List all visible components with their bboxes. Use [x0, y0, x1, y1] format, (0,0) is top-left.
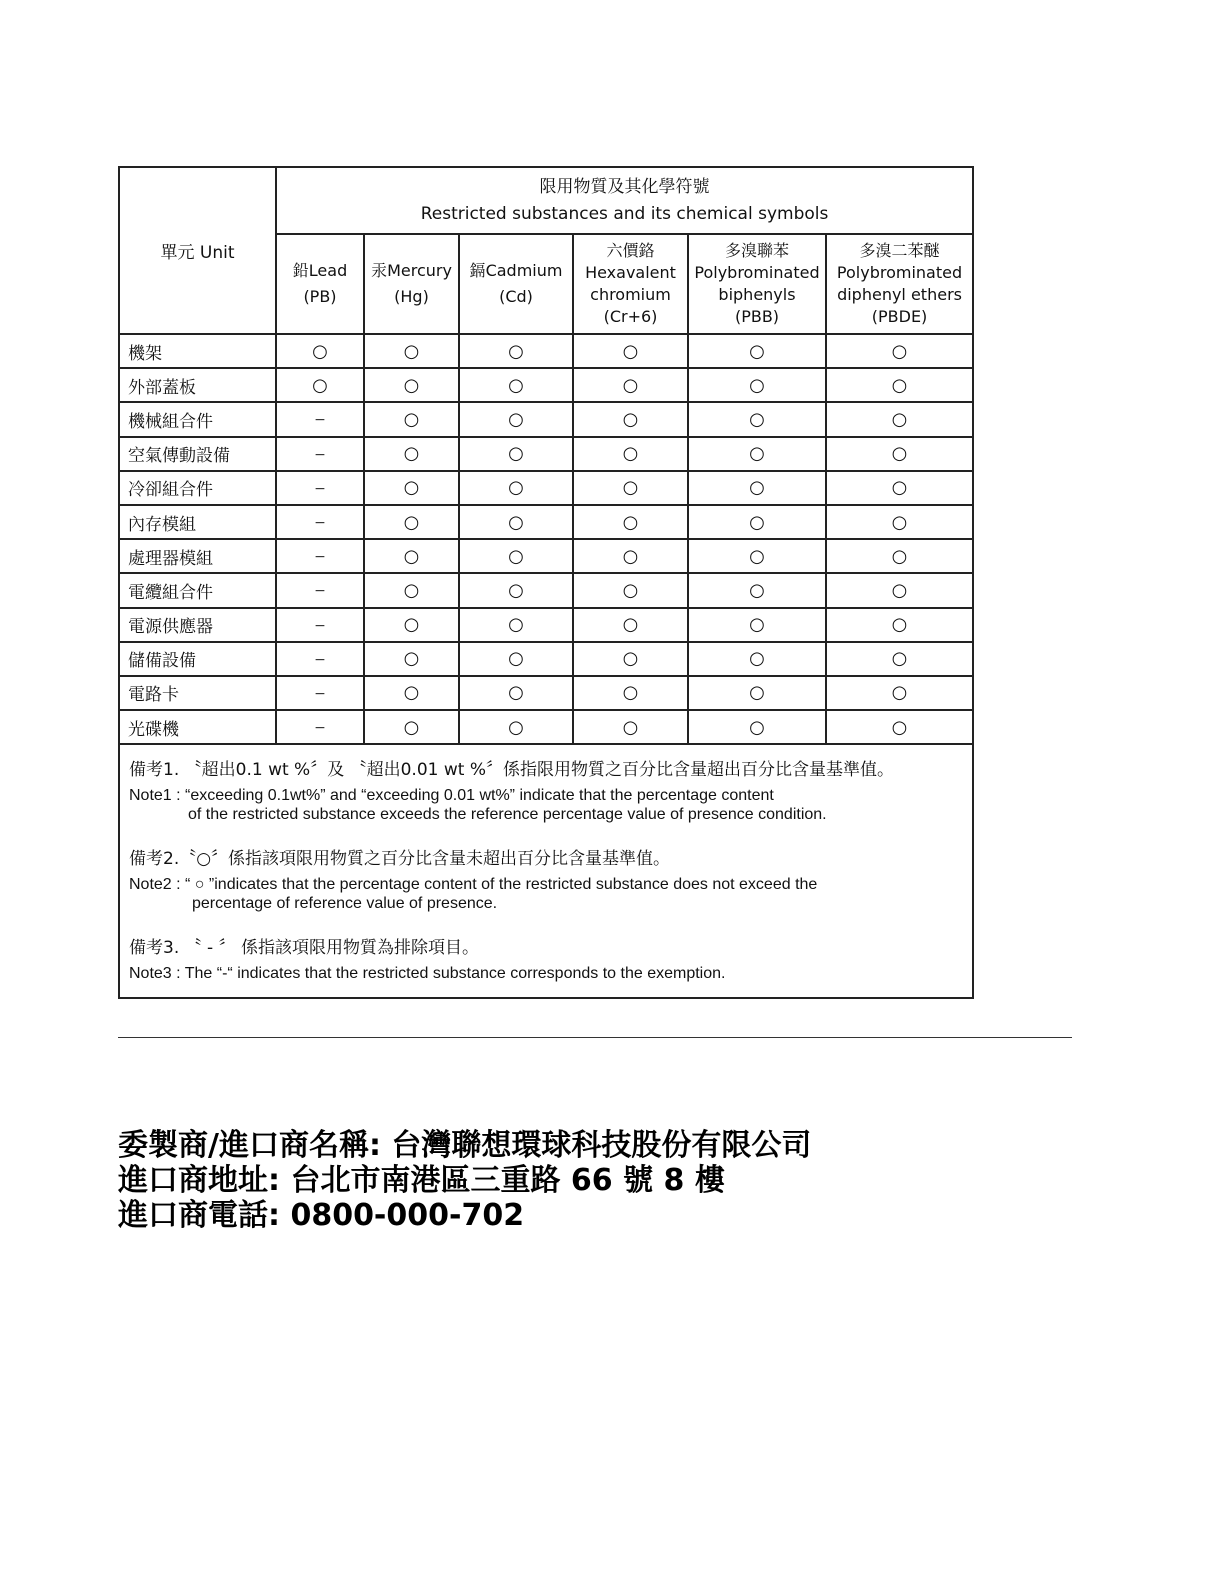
note3-zh: 備考3. 〝 - 〞 係指該項限用物質為排除項目。 — [129, 938, 479, 959]
substance-mark-cell — [573, 334, 688, 368]
circle-mark-icon: ○ — [622, 545, 639, 567]
circle-mark-icon: ○ — [508, 545, 524, 567]
table-row — [119, 642, 973, 676]
circle-mark-icon: ○ — [312, 340, 328, 362]
substance-mark-cell — [688, 471, 826, 505]
substance-mark-cell — [276, 573, 364, 607]
table-row — [119, 368, 973, 402]
circle-mark-icon: ○ — [622, 408, 639, 430]
substance-mark-cell — [364, 437, 459, 471]
row-unit-label: 儲備設備 — [119, 642, 276, 676]
substance-mark-cell — [276, 471, 364, 505]
substance-mark-cell — [459, 334, 573, 368]
substance-zh: 鉛 — [292, 261, 309, 280]
substance-mark-cell — [573, 573, 688, 607]
substance-mark-cell — [826, 368, 973, 402]
substance-mark-cell — [276, 437, 364, 471]
circle-mark-icon: ○ — [508, 579, 524, 601]
substance-en-line2: chromium — [590, 285, 671, 304]
substance-mark-cell — [459, 710, 573, 744]
substance-mark-cell — [826, 402, 973, 436]
notes-section — [119, 744, 973, 998]
substance-mark-cell — [364, 402, 459, 436]
dash-mark-icon: − — [314, 480, 326, 497]
circle-mark-icon: ○ — [891, 374, 908, 396]
circle-mark-icon: ○ — [891, 614, 908, 636]
substance-header-pbb — [688, 234, 826, 334]
substance-mark-cell — [459, 368, 573, 402]
circle-mark-icon: ○ — [749, 579, 765, 601]
note2-en-line1: Note2 : “ ○ ”indicates that the percentage content of the restricted substance does not exceed the — [129, 876, 818, 894]
substance-symbol: (PBB) — [734, 307, 780, 326]
circle-mark-icon: ○ — [508, 443, 524, 465]
circle-mark-icon: ○ — [403, 545, 420, 567]
circle-mark-icon: ○ — [508, 374, 524, 396]
substance-mark-cell — [459, 676, 573, 710]
circle-mark-icon: ○ — [749, 648, 765, 670]
unit-header-label: 單元 Unit — [160, 243, 235, 263]
circle-mark-icon: ○ — [749, 682, 765, 704]
row-unit-label: 外部蓋板 — [119, 368, 276, 402]
substance-zh: 六價鉻 — [606, 241, 655, 260]
circle-mark-icon: ○ — [891, 682, 908, 704]
substance-zh: 汞 — [371, 261, 388, 280]
importer-info — [118, 1128, 811, 1233]
substance-mark-cell — [688, 437, 826, 471]
unit-header — [119, 167, 276, 334]
circle-mark-icon: ○ — [403, 716, 420, 738]
circle-mark-icon: ○ — [749, 443, 765, 465]
substance-symbol: (PB) — [303, 287, 337, 306]
circle-mark-icon: ○ — [622, 340, 639, 362]
circle-mark-icon: ○ — [891, 545, 908, 567]
substance-mark-cell — [459, 471, 573, 505]
circle-mark-icon: ○ — [891, 340, 908, 362]
circle-mark-icon: ○ — [403, 408, 420, 430]
rohs-substance-table — [118, 166, 974, 999]
note2-en — [129, 875, 964, 913]
dash-mark-icon: − — [314, 685, 326, 702]
circle-mark-icon: ○ — [891, 648, 908, 670]
importer-address: 進口商地址: 台北市南港區三重路 66 號 8 樓 — [118, 1163, 725, 1198]
substance-mark-cell — [573, 642, 688, 676]
substance-mark-cell — [573, 402, 688, 436]
circle-mark-icon: ○ — [403, 477, 420, 499]
substance-mark-cell — [364, 608, 459, 642]
row-unit-label: 電路卡 — [119, 676, 276, 710]
circle-mark-icon: ○ — [622, 374, 639, 396]
substance-header-lead — [276, 234, 364, 334]
substance-mark-cell — [459, 505, 573, 539]
note3-en: Note3 : The “-“ indicates that the restricted substance corresponds to the exemption. — [129, 965, 726, 983]
circle-mark-icon: ○ — [403, 648, 420, 670]
table-row — [119, 437, 973, 471]
substance-zh: 鎘 — [469, 261, 486, 280]
substance-mark-cell — [688, 573, 826, 607]
table-row — [119, 471, 973, 505]
restricted-header-zh: 限用物質及其化學符號 — [539, 176, 710, 197]
circle-mark-icon: ○ — [891, 579, 908, 601]
substance-mark-cell — [688, 608, 826, 642]
importer-name: 委製商/進口商名稱: 台灣聯想環球科技股份有限公司 — [118, 1128, 812, 1163]
substance-mark-cell — [364, 642, 459, 676]
row-unit-label: 內存模組 — [119, 505, 276, 539]
substance-mark-cell — [688, 539, 826, 573]
substance-mark-cell — [826, 505, 973, 539]
row-unit-label: 電源供應器 — [119, 608, 276, 642]
circle-mark-icon: ○ — [312, 374, 328, 396]
table-row — [119, 608, 973, 642]
substance-en: Mercury — [387, 261, 452, 280]
substance-mark-cell — [459, 402, 573, 436]
substance-en-line1: Polybrominated — [694, 263, 820, 282]
circle-mark-icon: ○ — [749, 408, 765, 430]
restricted-header-en: Restricted substances and its chemical symbols — [420, 203, 829, 224]
circle-mark-icon: ○ — [508, 511, 524, 533]
substance-mark-cell — [826, 676, 973, 710]
substance-symbol: (Hg) — [394, 287, 429, 306]
circle-mark-icon: ○ — [403, 340, 420, 362]
circle-mark-icon: ○ — [508, 408, 524, 430]
substance-mark-cell — [459, 539, 573, 573]
substance-mark-cell — [826, 608, 973, 642]
circle-mark-icon: ○ — [622, 614, 639, 636]
circle-mark-icon: ○ — [622, 716, 639, 738]
circle-mark-icon: ○ — [508, 340, 524, 362]
table-row — [119, 334, 973, 368]
substance-mark-cell — [459, 608, 573, 642]
substance-mark-cell — [364, 573, 459, 607]
substance-symbol: (PBDE) — [871, 307, 928, 326]
circle-mark-icon: ○ — [403, 682, 420, 704]
substance-mark-cell — [276, 334, 364, 368]
circle-mark-icon: ○ — [508, 614, 524, 636]
substance-mark-cell — [573, 710, 688, 744]
substance-mark-cell — [826, 642, 973, 676]
circle-mark-icon: ○ — [891, 477, 908, 499]
circle-mark-icon: ○ — [403, 614, 420, 636]
substance-mark-cell — [364, 471, 459, 505]
row-unit-label: 電纜組合件 — [119, 573, 276, 607]
dash-mark-icon: − — [314, 412, 326, 429]
note1-en-line1: Note1 : “exceeding 0.1wt%” and “exceeding 0.01 wt%” indicate that the percentage content — [129, 787, 774, 805]
substance-mark-cell — [276, 676, 364, 710]
substance-en: Lead — [308, 261, 348, 280]
substance-mark-cell — [364, 368, 459, 402]
circle-mark-icon: ○ — [891, 716, 908, 738]
note1-zh: 備考1. 〝超出0.1 wt %〞及 〝超出0.01 wt %〞係指限用物質之百分比含量超出百分比含量基準值。 — [129, 760, 894, 781]
substance-mark-cell — [688, 676, 826, 710]
table-row — [119, 402, 973, 436]
substance-zh: 多溴二苯醚 — [859, 241, 940, 260]
substance-en: Cadmium — [485, 261, 563, 280]
section-divider — [118, 1037, 1072, 1038]
circle-mark-icon: ○ — [403, 443, 420, 465]
substance-mark-cell — [276, 642, 364, 676]
substance-mark-cell — [573, 471, 688, 505]
substance-mark-cell — [276, 710, 364, 744]
substance-header-cadmium — [459, 234, 573, 334]
note1-en — [129, 786, 964, 824]
dash-mark-icon: − — [314, 515, 326, 532]
row-unit-label: 機械組合件 — [119, 402, 276, 436]
table-body — [119, 334, 973, 744]
substance-mark-cell — [364, 710, 459, 744]
circle-mark-icon: ○ — [622, 682, 639, 704]
restricted-substances-header — [276, 167, 973, 234]
substance-mark-cell — [276, 539, 364, 573]
importer-phone: 進口商電話: 0800-000-702 — [118, 1198, 525, 1233]
substance-mark-cell — [688, 505, 826, 539]
circle-mark-icon: ○ — [508, 648, 524, 670]
substance-mark-cell — [573, 505, 688, 539]
substance-mark-cell — [826, 471, 973, 505]
circle-mark-icon: ○ — [749, 716, 765, 738]
dash-mark-icon: − — [314, 446, 326, 463]
circle-mark-icon: ○ — [749, 614, 765, 636]
circle-mark-icon: ○ — [622, 648, 639, 670]
substance-header-pbde — [826, 234, 973, 334]
substance-mark-cell — [688, 402, 826, 436]
substance-mark-cell — [573, 368, 688, 402]
table-row — [119, 710, 973, 744]
circle-mark-icon: ○ — [749, 374, 765, 396]
substance-header-hexavalent-chromium — [573, 234, 688, 334]
substance-mark-cell — [826, 437, 973, 471]
substance-mark-cell — [459, 437, 573, 471]
substance-en-line1: Polybrominated — [836, 263, 963, 282]
row-unit-label: 處理器模組 — [119, 539, 276, 573]
substance-mark-cell — [573, 608, 688, 642]
row-unit-label: 空氣傳動設備 — [119, 437, 276, 471]
dash-mark-icon: − — [314, 549, 326, 566]
substance-mark-cell — [276, 402, 364, 436]
substance-en-line1: Hexavalent — [585, 263, 676, 282]
substance-header-mercury — [364, 234, 459, 334]
substance-mark-cell — [364, 676, 459, 710]
substance-en-line2: biphenyls — [718, 285, 796, 304]
substance-mark-cell — [364, 334, 459, 368]
substance-mark-cell — [826, 573, 973, 607]
substance-mark-cell — [573, 539, 688, 573]
substance-mark-cell — [364, 539, 459, 573]
circle-mark-icon: ○ — [622, 511, 639, 533]
table-row — [119, 573, 973, 607]
row-unit-label: 冷卻組合件 — [119, 471, 276, 505]
substance-symbol: (Cd) — [499, 287, 533, 306]
circle-mark-icon: ○ — [749, 511, 765, 533]
substance-mark-cell — [826, 334, 973, 368]
substance-zh: 多溴聯苯 — [724, 241, 789, 260]
substance-en-line2: diphenyl ethers — [837, 285, 962, 304]
substance-mark-cell — [688, 334, 826, 368]
dash-mark-icon: − — [314, 583, 326, 600]
substance-mark-cell — [688, 642, 826, 676]
substance-mark-cell — [573, 676, 688, 710]
dash-mark-icon: − — [314, 720, 326, 737]
note2-en-line2: percentage of reference value of presence. — [192, 895, 498, 913]
circle-mark-icon: ○ — [622, 477, 639, 499]
circle-mark-icon: ○ — [403, 511, 420, 533]
circle-mark-icon: ○ — [622, 443, 639, 465]
substance-mark-cell — [688, 710, 826, 744]
substance-symbol: (Cr+6) — [603, 307, 658, 326]
circle-mark-icon: ○ — [891, 408, 908, 430]
circle-mark-icon: ○ — [508, 682, 524, 704]
substance-mark-cell — [459, 642, 573, 676]
row-unit-label: 光碟機 — [119, 710, 276, 744]
substance-mark-cell — [459, 573, 573, 607]
substance-mark-cell — [826, 539, 973, 573]
table-row — [119, 505, 973, 539]
substance-mark-cell — [573, 437, 688, 471]
substance-mark-cell — [364, 505, 459, 539]
substance-mark-cell — [276, 608, 364, 642]
table-row — [119, 676, 973, 710]
substance-mark-cell — [276, 505, 364, 539]
circle-mark-icon: ○ — [508, 716, 524, 738]
note2-zh: 備考2.〝○〞係指該項限用物質之百分比含量未超出百分比含量基準值。 — [129, 849, 671, 870]
table-row — [119, 539, 973, 573]
substance-mark-cell — [826, 710, 973, 744]
row-unit-label: 機架 — [119, 334, 276, 368]
circle-mark-icon: ○ — [403, 374, 420, 396]
substance-mark-cell — [276, 368, 364, 402]
circle-mark-icon: ○ — [622, 579, 639, 601]
note1-en-line2: of the restricted substance exceeds the reference percentage value of presence condition. — [188, 806, 827, 824]
circle-mark-icon: ○ — [508, 477, 524, 499]
circle-mark-icon: ○ — [403, 579, 420, 601]
substance-mark-cell — [688, 368, 826, 402]
circle-mark-icon: ○ — [749, 340, 765, 362]
circle-mark-icon: ○ — [891, 443, 908, 465]
dash-mark-icon: − — [314, 617, 326, 634]
circle-mark-icon: ○ — [749, 545, 765, 567]
dash-mark-icon: − — [314, 651, 326, 668]
circle-mark-icon: ○ — [891, 511, 908, 533]
circle-mark-icon: ○ — [749, 477, 765, 499]
